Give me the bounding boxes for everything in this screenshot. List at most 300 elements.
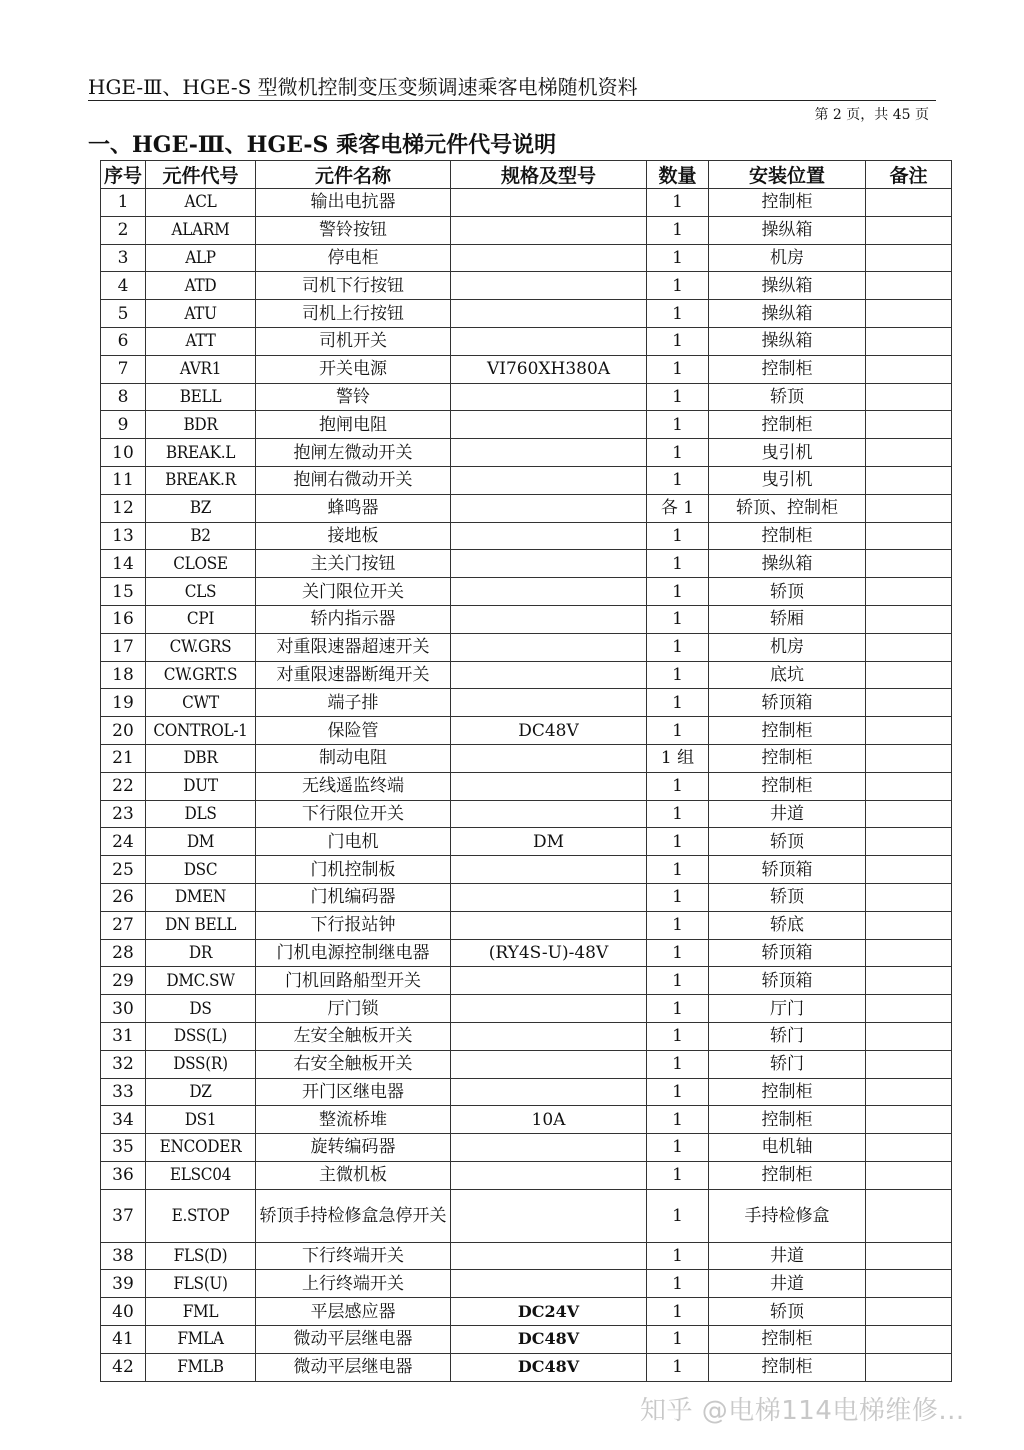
table-row (101, 883, 952, 911)
cell-install-location: 曳引机 (709, 466, 866, 494)
table-row (101, 522, 952, 550)
cell-component-name: 抱闸电阻 (256, 411, 451, 439)
cell-component-name: 对重限速器断绳开关 (256, 661, 451, 689)
cell-install-location: 控制柜 (709, 1106, 866, 1134)
cell-quantity: 1 (647, 1242, 709, 1270)
cell-quantity: 1 (647, 1050, 709, 1078)
cell-install-location: 控制柜 (709, 411, 866, 439)
cell-remarks (866, 1022, 952, 1050)
cell-quantity: 1 (647, 411, 709, 439)
table-row (101, 1270, 952, 1298)
cell-remarks (866, 717, 952, 745)
cell-serial-no: 22 (101, 772, 146, 800)
cell-install-location: 控制柜 (709, 522, 866, 550)
cell-remarks (866, 883, 952, 911)
table-row (101, 995, 952, 1023)
cell-component-code: DM (146, 828, 256, 856)
cell-install-location: 控制柜 (709, 744, 866, 772)
cell-serial-no: 31 (101, 1022, 146, 1050)
cell-specification: (RY4S-U)-48V (451, 939, 647, 967)
table-row (101, 216, 952, 244)
component-code-table (100, 160, 952, 1382)
cell-specification (451, 911, 647, 939)
cell-install-location: 控制柜 (709, 1161, 866, 1189)
cell-serial-no: 6 (101, 327, 146, 355)
header-quantity: 数量 (647, 161, 709, 189)
cell-remarks (866, 189, 952, 217)
cell-remarks (866, 1134, 952, 1162)
table-row (101, 355, 952, 383)
cell-serial-no: 1 (101, 189, 146, 217)
cell-remarks (866, 578, 952, 606)
table-row (101, 1134, 952, 1162)
cell-serial-no: 11 (101, 466, 146, 494)
cell-component-name: 平层感应器 (256, 1298, 451, 1326)
cell-quantity: 1 (647, 689, 709, 717)
cell-install-location: 厅门 (709, 995, 866, 1023)
cell-component-name: 门电机 (256, 828, 451, 856)
cell-install-location: 电机轴 (709, 1134, 866, 1162)
table-row (101, 633, 952, 661)
cell-quantity: 1 (647, 466, 709, 494)
cell-specification (451, 189, 647, 217)
cell-remarks (866, 633, 952, 661)
cell-specification: VI760XH380A (451, 355, 647, 383)
section-title: 一、HGE-Ⅲ、HGE-S 乘客电梯元件代号说明 (88, 132, 557, 158)
cell-serial-no: 16 (101, 605, 146, 633)
cell-remarks (866, 244, 952, 272)
cell-specification (451, 522, 647, 550)
cell-specification (451, 967, 647, 995)
cell-specification (451, 550, 647, 578)
cell-install-location: 机房 (709, 244, 866, 272)
table-row (101, 744, 952, 772)
cell-serial-no: 33 (101, 1078, 146, 1106)
cell-install-location: 轿顶 (709, 828, 866, 856)
table-row (101, 856, 952, 884)
cell-quantity: 1 (647, 578, 709, 606)
cell-install-location: 控制柜 (709, 355, 866, 383)
cell-component-code: CW.GRT.S (146, 661, 256, 689)
table-row (101, 939, 952, 967)
header-component-name: 元件名称 (256, 161, 451, 189)
cell-component-name: 司机下行按钮 (256, 272, 451, 300)
cell-serial-no: 36 (101, 1161, 146, 1189)
table-row (101, 967, 952, 995)
cell-component-code: FML (146, 1298, 256, 1326)
cell-serial-no: 9 (101, 411, 146, 439)
cell-component-name: 门机电源控制继电器 (256, 939, 451, 967)
cell-component-name: 旋转编码器 (256, 1134, 451, 1162)
cell-install-location: 轿顶、控制柜 (709, 494, 866, 522)
cell-install-location: 操纵箱 (709, 216, 866, 244)
cell-component-code: B2 (146, 522, 256, 550)
cell-remarks (866, 522, 952, 550)
document-header-title: HGE-Ⅲ、HGE-S 型微机控制变压变频调速乘客电梯随机资料 (88, 74, 936, 101)
cell-quantity: 1 (647, 772, 709, 800)
cell-remarks (866, 1050, 952, 1078)
cell-install-location: 井道 (709, 1270, 866, 1298)
cell-specification (451, 272, 647, 300)
cell-component-name: 制动电阻 (256, 744, 451, 772)
cell-install-location: 操纵箱 (709, 272, 866, 300)
cell-quantity: 1 (647, 1353, 709, 1381)
cell-install-location: 控制柜 (709, 1078, 866, 1106)
cell-quantity: 1 组 (647, 744, 709, 772)
table-row (101, 1078, 952, 1106)
cell-specification (451, 800, 647, 828)
cell-component-code: CLS (146, 578, 256, 606)
cell-remarks (866, 327, 952, 355)
cell-component-name: 停电柜 (256, 244, 451, 272)
cell-quantity: 1 (647, 522, 709, 550)
cell-component-name: 开关电源 (256, 355, 451, 383)
cell-install-location: 轿门 (709, 1050, 866, 1078)
cell-serial-no: 26 (101, 883, 146, 911)
cell-component-code: DBR (146, 744, 256, 772)
table-row (101, 1242, 952, 1270)
cell-quantity: 1 (647, 828, 709, 856)
cell-quantity: 1 (647, 995, 709, 1023)
table-row (101, 1189, 952, 1242)
cell-specification (451, 772, 647, 800)
watermark: 知乎 @电梯114电梯维修... (640, 1396, 965, 1426)
cell-component-name: 门机编码器 (256, 883, 451, 911)
cell-specification (451, 605, 647, 633)
cell-remarks (866, 744, 952, 772)
cell-remarks (866, 1189, 952, 1242)
cell-component-name: 无线遥监终端 (256, 772, 451, 800)
cell-component-code: BREAK.L (146, 439, 256, 467)
cell-quantity: 各 1 (647, 494, 709, 522)
cell-component-name: 司机上行按钮 (256, 300, 451, 328)
cell-quantity: 1 (647, 939, 709, 967)
cell-remarks (866, 800, 952, 828)
cell-component-name: 上行终端开关 (256, 1270, 451, 1298)
cell-serial-no: 5 (101, 300, 146, 328)
cell-quantity: 1 (647, 1134, 709, 1162)
cell-install-location: 轿顶箱 (709, 967, 866, 995)
cell-install-location: 控制柜 (709, 772, 866, 800)
cell-install-location: 操纵箱 (709, 300, 866, 328)
cell-specification (451, 578, 647, 606)
header-specification: 规格及型号 (451, 161, 647, 189)
cell-specification (451, 244, 647, 272)
cell-component-code: ENCODER (146, 1134, 256, 1162)
cell-quantity: 1 (647, 244, 709, 272)
cell-specification (451, 216, 647, 244)
cell-component-code: FLS(U) (146, 1270, 256, 1298)
cell-component-code: ATU (146, 300, 256, 328)
cell-component-code: DR (146, 939, 256, 967)
cell-component-name: 警铃 (256, 383, 451, 411)
cell-remarks (866, 772, 952, 800)
cell-component-name: 下行报站钟 (256, 911, 451, 939)
table-row (101, 772, 952, 800)
cell-component-code: CPI (146, 605, 256, 633)
cell-quantity: 1 (647, 661, 709, 689)
cell-specification (451, 411, 647, 439)
table-row (101, 1106, 952, 1134)
cell-component-name: 右安全触板开关 (256, 1050, 451, 1078)
cell-quantity: 1 (647, 883, 709, 911)
cell-specification (451, 1022, 647, 1050)
cell-component-code: DSC (146, 856, 256, 884)
cell-specification: DC24V (451, 1298, 647, 1326)
table-row (101, 1326, 952, 1354)
cell-specification (451, 466, 647, 494)
cell-specification (451, 661, 647, 689)
cell-component-name: 保险管 (256, 717, 451, 745)
cell-serial-no: 35 (101, 1134, 146, 1162)
cell-specification (451, 383, 647, 411)
cell-serial-no: 20 (101, 717, 146, 745)
cell-component-code: DMEN (146, 883, 256, 911)
cell-component-name: 门机控制板 (256, 856, 451, 884)
cell-remarks (866, 1106, 952, 1134)
cell-component-name: 接地板 (256, 522, 451, 550)
cell-component-code: BZ (146, 494, 256, 522)
cell-component-code: DS1 (146, 1106, 256, 1134)
cell-remarks (866, 1078, 952, 1106)
table-row (101, 439, 952, 467)
cell-specification (451, 1161, 647, 1189)
cell-component-code: DUT (146, 772, 256, 800)
cell-component-code: AVR1 (146, 355, 256, 383)
cell-remarks (866, 1353, 952, 1381)
cell-remarks (866, 550, 952, 578)
cell-remarks (866, 1242, 952, 1270)
cell-remarks (866, 995, 952, 1023)
cell-install-location: 轿顶 (709, 1298, 866, 1326)
table-row (101, 1353, 952, 1381)
header-serial-no: 序号 (101, 161, 146, 189)
cell-quantity: 1 (647, 1106, 709, 1134)
cell-remarks (866, 1161, 952, 1189)
cell-quantity: 1 (647, 911, 709, 939)
cell-install-location: 操纵箱 (709, 327, 866, 355)
cell-remarks (866, 661, 952, 689)
cell-remarks (866, 911, 952, 939)
cell-specification: DC48V (451, 717, 647, 745)
cell-component-code: BREAK.R (146, 466, 256, 494)
cell-component-name: 端子排 (256, 689, 451, 717)
cell-serial-no: 12 (101, 494, 146, 522)
cell-specification (451, 633, 647, 661)
table-row (101, 689, 952, 717)
cell-component-name: 开门区继电器 (256, 1078, 451, 1106)
cell-serial-no: 34 (101, 1106, 146, 1134)
cell-component-code: BDR (146, 411, 256, 439)
cell-serial-no: 17 (101, 633, 146, 661)
cell-serial-no: 30 (101, 995, 146, 1023)
table-row (101, 1022, 952, 1050)
cell-remarks (866, 605, 952, 633)
cell-remarks (866, 300, 952, 328)
table-row (101, 1050, 952, 1078)
cell-serial-no: 32 (101, 1050, 146, 1078)
cell-specification (451, 300, 647, 328)
cell-serial-no: 15 (101, 578, 146, 606)
header-install-location: 安装位置 (709, 161, 866, 189)
cell-quantity: 1 (647, 1270, 709, 1298)
cell-remarks (866, 689, 952, 717)
cell-serial-no: 18 (101, 661, 146, 689)
cell-remarks (866, 939, 952, 967)
cell-component-name: 主关门按钮 (256, 550, 451, 578)
cell-serial-no: 8 (101, 383, 146, 411)
cell-quantity: 1 (647, 717, 709, 745)
cell-quantity: 1 (647, 439, 709, 467)
cell-specification (451, 995, 647, 1023)
cell-component-name: 整流桥堆 (256, 1106, 451, 1134)
cell-component-code: DZ (146, 1078, 256, 1106)
table-row (101, 300, 952, 328)
cell-quantity: 1 (647, 605, 709, 633)
cell-remarks (866, 1298, 952, 1326)
cell-quantity: 1 (647, 327, 709, 355)
table-row (101, 327, 952, 355)
cell-component-code: CWT (146, 689, 256, 717)
cell-component-code: FMLA (146, 1326, 256, 1354)
cell-specification (451, 1189, 647, 1242)
table-row (101, 244, 952, 272)
cell-component-name: 抱闸右微动开关 (256, 466, 451, 494)
cell-specification (451, 1134, 647, 1162)
cell-component-name: 对重限速器超速开关 (256, 633, 451, 661)
cell-component-code: DSS(R) (146, 1050, 256, 1078)
cell-component-code: ATT (146, 327, 256, 355)
cell-quantity: 1 (647, 856, 709, 884)
cell-serial-no: 21 (101, 744, 146, 772)
cell-install-location: 井道 (709, 1242, 866, 1270)
table-row (101, 494, 952, 522)
cell-serial-no: 25 (101, 856, 146, 884)
table-row (101, 605, 952, 633)
cell-component-code: DSS(L) (146, 1022, 256, 1050)
cell-install-location: 控制柜 (709, 1353, 866, 1381)
cell-component-code: CONTROL-1 (146, 717, 256, 745)
cell-quantity: 1 (647, 383, 709, 411)
cell-component-name: 下行终端开关 (256, 1242, 451, 1270)
cell-install-location: 轿顶 (709, 883, 866, 911)
cell-component-code: ELSC04 (146, 1161, 256, 1189)
cell-quantity: 1 (647, 300, 709, 328)
table-row (101, 578, 952, 606)
cell-serial-no: 28 (101, 939, 146, 967)
cell-install-location: 控制柜 (709, 189, 866, 217)
cell-quantity: 1 (647, 272, 709, 300)
cell-install-location: 操纵箱 (709, 550, 866, 578)
cell-quantity: 1 (647, 1078, 709, 1106)
cell-specification: 10A (451, 1106, 647, 1134)
cell-specification (451, 1050, 647, 1078)
cell-serial-no: 39 (101, 1270, 146, 1298)
cell-quantity: 1 (647, 1189, 709, 1242)
cell-specification (451, 1078, 647, 1106)
cell-install-location: 手持检修盒 (709, 1189, 866, 1242)
cell-serial-no: 3 (101, 244, 146, 272)
cell-component-code: DS (146, 995, 256, 1023)
cell-component-name: 微动平层继电器 (256, 1326, 451, 1354)
cell-serial-no: 27 (101, 911, 146, 939)
cell-component-code: ALP (146, 244, 256, 272)
table-row (101, 1161, 952, 1189)
cell-component-name: 主微机板 (256, 1161, 451, 1189)
cell-specification (451, 439, 647, 467)
cell-install-location: 轿顶箱 (709, 856, 866, 884)
cell-install-location: 轿顶箱 (709, 939, 866, 967)
cell-component-name: 轿顶手持检修盒急停开关 (256, 1189, 451, 1242)
cell-remarks (866, 411, 952, 439)
table-row (101, 466, 952, 494)
cell-serial-no: 38 (101, 1242, 146, 1270)
cell-serial-no: 19 (101, 689, 146, 717)
cell-serial-no: 2 (101, 216, 146, 244)
cell-install-location: 轿顶 (709, 383, 866, 411)
cell-quantity: 1 (647, 189, 709, 217)
cell-remarks (866, 272, 952, 300)
table-row (101, 717, 952, 745)
cell-specification (451, 327, 647, 355)
cell-remarks (866, 466, 952, 494)
cell-component-code: FMLB (146, 1353, 256, 1381)
cell-quantity: 1 (647, 355, 709, 383)
cell-serial-no: 4 (101, 272, 146, 300)
cell-remarks (866, 1326, 952, 1354)
cell-remarks (866, 494, 952, 522)
cell-install-location: 轿底 (709, 911, 866, 939)
cell-serial-no: 7 (101, 355, 146, 383)
cell-install-location: 轿顶 (709, 578, 866, 606)
cell-quantity: 1 (647, 1298, 709, 1326)
header-remarks: 备注 (866, 161, 952, 189)
cell-specification (451, 689, 647, 717)
cell-remarks (866, 828, 952, 856)
cell-serial-no: 42 (101, 1353, 146, 1381)
cell-specification (451, 856, 647, 884)
cell-component-code: CLOSE (146, 550, 256, 578)
table-row (101, 550, 952, 578)
table-row (101, 411, 952, 439)
cell-component-name: 轿内指示器 (256, 605, 451, 633)
cell-component-name: 司机开关 (256, 327, 451, 355)
cell-serial-no: 10 (101, 439, 146, 467)
cell-component-name: 门机回路船型开关 (256, 967, 451, 995)
table-row (101, 828, 952, 856)
cell-serial-no: 14 (101, 550, 146, 578)
cell-component-code: DLS (146, 800, 256, 828)
table-row (101, 800, 952, 828)
cell-component-name: 微动平层继电器 (256, 1353, 451, 1381)
cell-install-location: 轿顶箱 (709, 689, 866, 717)
cell-install-location: 轿门 (709, 1022, 866, 1050)
cell-component-name: 下行限位开关 (256, 800, 451, 828)
cell-serial-no: 29 (101, 967, 146, 995)
cell-component-code: FLS(D) (146, 1242, 256, 1270)
cell-remarks (866, 439, 952, 467)
cell-quantity: 1 (647, 800, 709, 828)
cell-install-location: 机房 (709, 633, 866, 661)
table-row (101, 383, 952, 411)
cell-quantity: 1 (647, 967, 709, 995)
cell-component-code: ACL (146, 189, 256, 217)
cell-serial-no: 13 (101, 522, 146, 550)
cell-serial-no: 41 (101, 1326, 146, 1354)
cell-component-code: CW.GRS (146, 633, 256, 661)
table-row (101, 661, 952, 689)
cell-install-location: 底坑 (709, 661, 866, 689)
